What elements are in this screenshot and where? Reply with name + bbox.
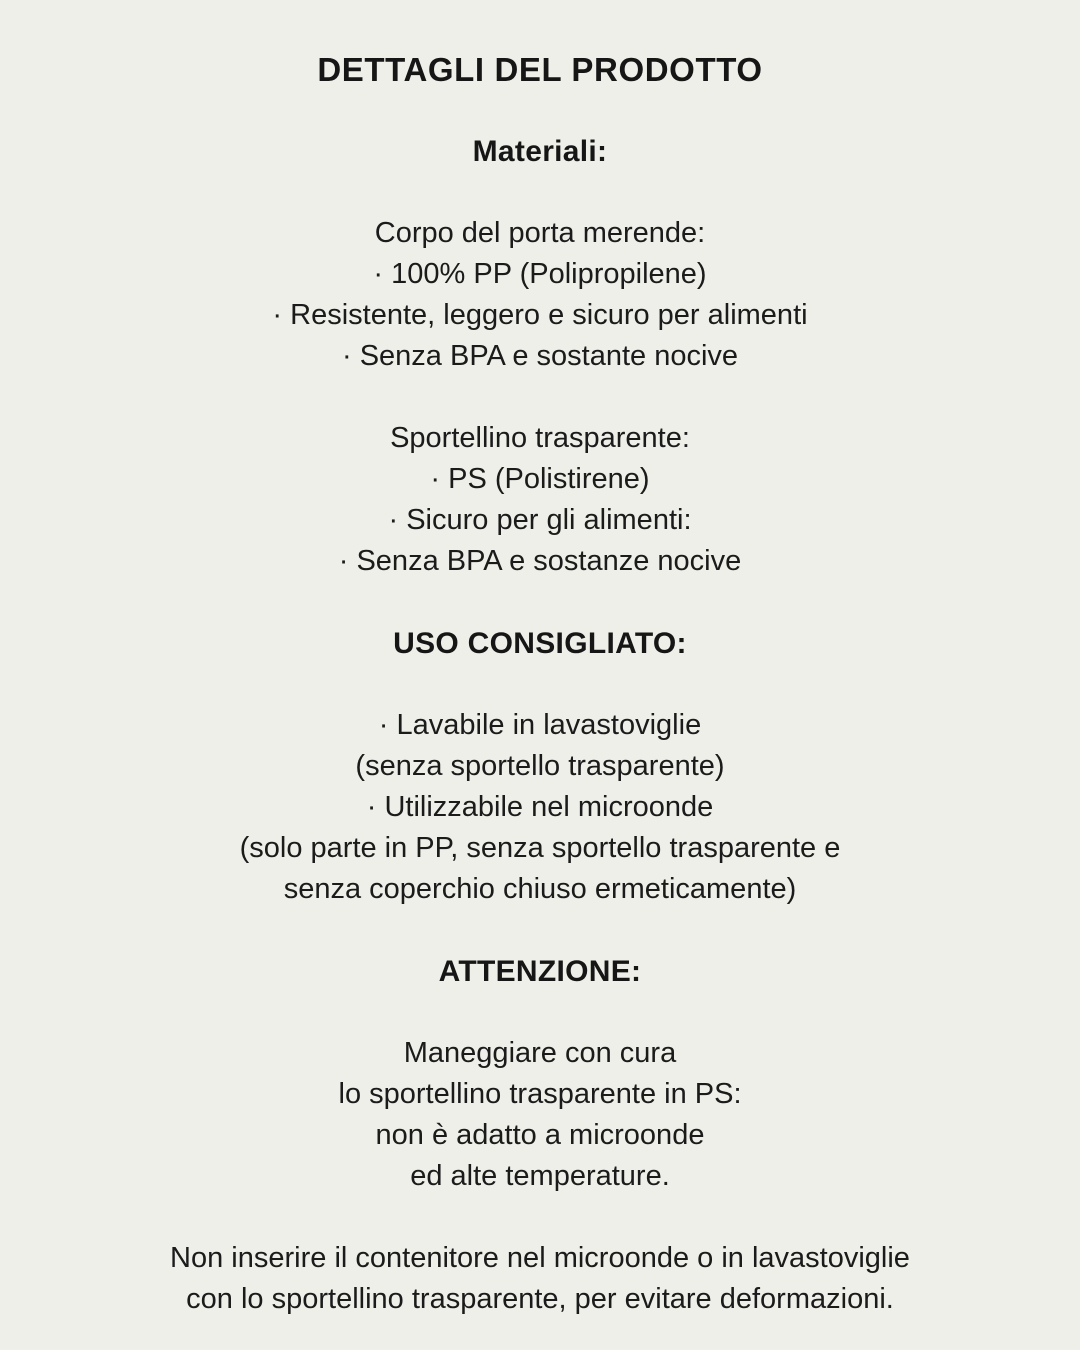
text-line: Maneggiare con cura xyxy=(403,1037,677,1069)
section-heading-materiali: Materiali: xyxy=(472,135,608,168)
text-line: ed alte temperature. xyxy=(410,1160,670,1192)
text-line: · Senza BPA e sostanze nocive xyxy=(338,545,742,577)
text-line: · Utilizzabile nel microonde xyxy=(366,791,714,823)
text-line: · Resistente, leggero e sicuro per alimenti xyxy=(272,299,808,331)
paragraph-uso-consigliato xyxy=(0,705,1080,910)
text-line: · Sicuro per gli alimenti: xyxy=(388,504,692,536)
section-uso-consigliato xyxy=(0,623,1080,910)
text-line: Sportellino trasparente: xyxy=(390,422,690,454)
text-line: · Senza BPA e sostante nocive xyxy=(341,340,739,372)
section-materiali xyxy=(0,131,1080,582)
section-attenzione xyxy=(0,951,1080,1320)
text-line: Non inserire il contenitore nel microonde o in lavastoviglie xyxy=(170,1242,910,1274)
text-line: Corpo del porta merende: xyxy=(374,217,706,249)
text-line: con lo sportellino trasparente, per evitare deformazioni. xyxy=(186,1283,894,1315)
text-line: · Lavabile in lavastoviglie xyxy=(378,709,702,741)
section-heading-attenzione: ATTENZIONE: xyxy=(438,955,642,988)
paragraph-non-inserire-contenitore xyxy=(0,1238,1080,1320)
text-line: non è adatto a microonde xyxy=(375,1119,705,1151)
page-title: DETTAGLI DEL PRODOTTO xyxy=(317,51,763,88)
paragraph-corpo-porta-merende xyxy=(0,213,1080,377)
text-line: · PS (Polistirene) xyxy=(430,463,650,495)
text-line: · 100% PP (Polipropilene) xyxy=(373,258,707,290)
paragraph-sportellino-trasparente xyxy=(0,418,1080,582)
text-line: senza coperchio chiuso ermeticamente) xyxy=(283,873,797,905)
text-line: (solo parte in PP, senza sportello trasparente e xyxy=(239,832,841,864)
section-heading-uso-consigliato: USO CONSIGLIATO: xyxy=(393,627,687,660)
text-line: lo sportellino trasparente in PS: xyxy=(338,1078,742,1110)
paragraph-maneggiare-con-cura xyxy=(0,1033,1080,1197)
text-line: (senza sportello trasparente) xyxy=(355,750,725,782)
